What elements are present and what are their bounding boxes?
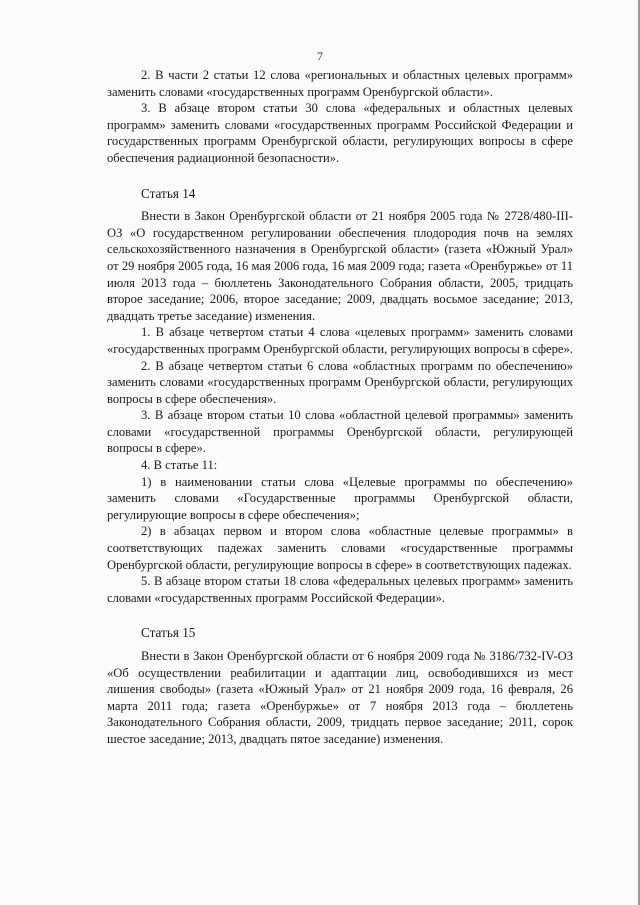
paragraph-art13-item3: 3. В абзаце втором статьи 30 слова «федеральных и областных целевых программ» заменить словами «государственных программ Российской Федерации и государственных программ Оренбургской области, регулирующих вопросы в сфере обеспечения радиационной безопасности». [107,101,573,165]
paragraph-art14-item4: 4. В статье 11: [141,458,218,473]
paragraph-art14-item1: 1. В абзаце четвертом статьи 4 слова «целевых программ» заменить словами «государственных программ Оренбургской области, регулирующих вопросы в сфере». [107,325,573,356]
paragraph-art14-item2: 2. В абзаце четвертом статьи 6 слова «областных программ по обеспечению» заменить словами «государственных программ Оренбургской области, регулирующих вопросы в сфере обеспечения». [107,358,573,406]
page-number: 7 [317,49,323,63]
paragraph-art14-item5: 5. В абзаце втором статьи 18 слова «федеральных целевых программ» заменить словами «государственных программ Российской Федерации». [107,574,573,605]
paragraph-art14-item3: 3. В абзаце втором статьи 10 слова «областной целевой программы» заменить словами «государственной программы Оренбургской области, регулирующей вопросы в сфере». [107,408,573,456]
paragraph-art14-item4-sub1: 1) в наименовании статьи слова «Целевые программы по обеспечению» заменить словами «Государственные программы Оренбургской области, регулирующие вопросы в сфере обеспечения»; [107,474,573,522]
paragraph-art14-intro: Внести в Закон Оренбургской области от 21 ноября 2005 года № 2728/480-III-ОЗ «О государственном регулировании обеспечения плодородия почв на землях сельскохозяйственного назначения в Оренбургской области» (газета «Южный Урал» от 29 ноября 2005 года, 16 мая 2006 года, 16 мая 2009 года; газета «Оренбуржье» от 11 июля 2013 года – бюллетень Законодательного Собрания области, 2005, тридцать второе заседание; 2006, второе заседание; 2009, двадцать восьмое заседание; 2013, двадцать третье заседание) изменения. [107,209,573,323]
document-body [107,67,573,748]
paragraph-art15-intro: Внести в Закон Оренбургской области от 6 ноября 2009 года № 3186/732-IV-ОЗ «Об осуществлении реабилитации и адаптации лиц, освободившихся из мест лишения свободы» (газета «Южный Урал» от 21 ноября 2009 года, 16 февраля, 26 марта 2011 года; газета «Оренбуржье» от 7 ноября 2013 года – бюллетень Законодательного Собрания области, 2009, тридцать первое заседание; 2011, сорок шестое заседание; 2013, двадцать пятое заседание) изменения. [107,649,573,746]
article-14-heading: Статья 14 [141,185,196,201]
article-15-heading: Статья 15 [141,625,196,641]
paragraph-art14-item4-sub2: 2) в абзацах первом и втором слова «областные целевые программы» в соответствующих падежах заменить словами «государственные программы Оренбургской области, регулирующие вопросы в сфере» в соответствующих падежах. [107,524,573,572]
paragraph-art13-item2: 2. В части 2 статьи 12 слова «региональных и областных целевых программ» заменить словами «государственных программ Оренбургской области». [107,68,573,99]
